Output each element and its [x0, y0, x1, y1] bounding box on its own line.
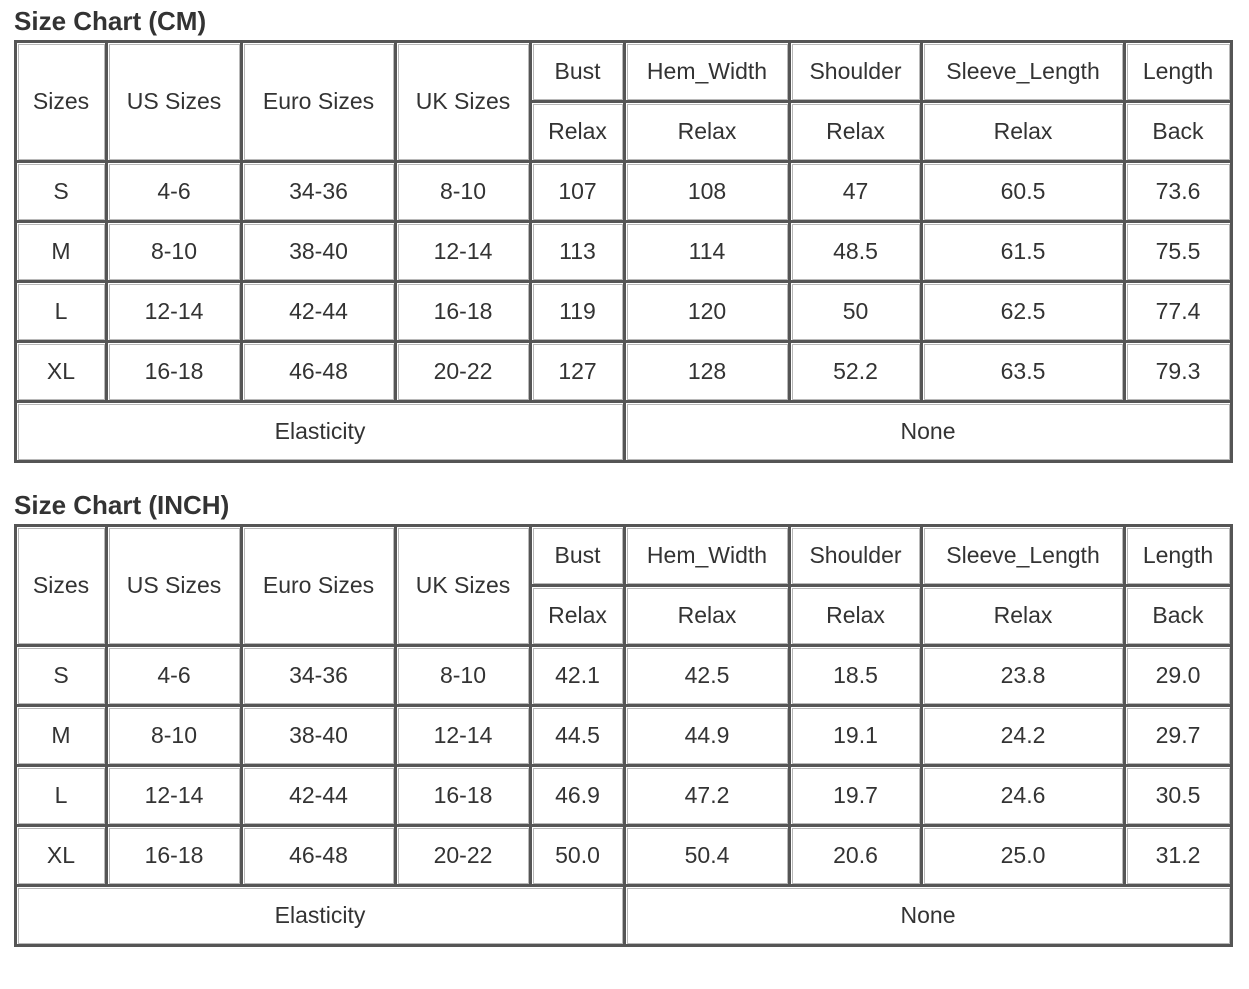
header-bust: Bust [531, 42, 625, 102]
cell-euro-size: 34-36 [242, 646, 396, 706]
cell-bust: 127 [531, 342, 625, 402]
header-hem-width: Hem_Width [625, 526, 790, 586]
cell-sleeve-length: 63.5 [922, 342, 1125, 402]
cell-size: S [16, 646, 107, 706]
header-row [16, 42, 1232, 102]
header-us-sizes: US Sizes [107, 42, 242, 162]
cell-uk-size: 12-14 [396, 706, 531, 766]
cell-bust: 119 [531, 282, 625, 342]
cell-uk-size: 20-22 [396, 826, 531, 886]
cell-length: 79.3 [1125, 342, 1232, 402]
subheader-length: Back [1125, 102, 1232, 162]
cell-uk-size: 16-18 [396, 766, 531, 826]
cell-uk-size: 20-22 [396, 342, 531, 402]
cell-hem-width: 47.2 [625, 766, 790, 826]
cell-euro-size: 34-36 [242, 162, 396, 222]
cell-sleeve-length: 24.2 [922, 706, 1125, 766]
subheader-bust: Relax [531, 102, 625, 162]
cell-euro-size: 42-44 [242, 282, 396, 342]
elasticity-label: Elasticity [16, 886, 625, 946]
cell-us-size: 16-18 [107, 826, 242, 886]
cell-hem-width: 128 [625, 342, 790, 402]
subheader-shoulder: Relax [790, 586, 922, 646]
footer-row [16, 402, 1232, 462]
cell-shoulder: 50 [790, 282, 922, 342]
elasticity-value: None [625, 402, 1232, 462]
size-chart-cm-title: Size Chart (CM) [14, 6, 207, 36]
cell-euro-size: 38-40 [242, 706, 396, 766]
cell-size: M [16, 706, 107, 766]
cell-length: 73.6 [1125, 162, 1232, 222]
cell-euro-size: 42-44 [242, 766, 396, 826]
subheader-hem-width: Relax [625, 586, 790, 646]
header-sizes: Sizes [16, 526, 107, 646]
header-hem-width: Hem_Width [625, 42, 790, 102]
cell-size: XL [16, 342, 107, 402]
cell-us-size: 4-6 [107, 162, 242, 222]
size-chart-inch-title: Size Chart (INCH) [14, 490, 230, 520]
cell-bust: 107 [531, 162, 625, 222]
subheader-shoulder: Relax [790, 102, 922, 162]
header-uk-sizes: UK Sizes [396, 42, 531, 162]
header-euro-sizes: Euro Sizes [242, 42, 396, 162]
subheader-hem-width: Relax [625, 102, 790, 162]
cell-bust: 50.0 [531, 826, 625, 886]
cell-size: L [16, 282, 107, 342]
cell-size: S [16, 162, 107, 222]
cell-sleeve-length: 25.0 [922, 826, 1125, 886]
cell-us-size: 16-18 [107, 342, 242, 402]
cell-length: 29.7 [1125, 706, 1232, 766]
cell-length: 77.4 [1125, 282, 1232, 342]
table-row [16, 222, 1232, 282]
header-shoulder: Shoulder [790, 526, 922, 586]
cell-euro-size: 46-48 [242, 826, 396, 886]
cell-uk-size: 8-10 [396, 646, 531, 706]
cell-shoulder: 19.1 [790, 706, 922, 766]
cell-sleeve-length: 61.5 [922, 222, 1125, 282]
cell-uk-size: 12-14 [396, 222, 531, 282]
cell-shoulder: 47 [790, 162, 922, 222]
cell-shoulder: 48.5 [790, 222, 922, 282]
subheader-sleeve-length: Relax [922, 102, 1125, 162]
cell-euro-size: 46-48 [242, 342, 396, 402]
table-row [16, 646, 1232, 706]
cell-shoulder: 52.2 [790, 342, 922, 402]
cell-us-size: 12-14 [107, 766, 242, 826]
cell-sleeve-length: 62.5 [922, 282, 1125, 342]
cell-us-size: 4-6 [107, 646, 242, 706]
elasticity-label: Elasticity [16, 402, 625, 462]
cell-hem-width: 44.9 [625, 706, 790, 766]
footer-row [16, 886, 1232, 946]
header-sleeve-length: Sleeve_Length [922, 526, 1125, 586]
cell-shoulder: 19.7 [790, 766, 922, 826]
cell-bust: 42.1 [531, 646, 625, 706]
cell-bust: 44.5 [531, 706, 625, 766]
cell-sleeve-length: 60.5 [922, 162, 1125, 222]
cell-hem-width: 42.5 [625, 646, 790, 706]
cell-us-size: 8-10 [107, 222, 242, 282]
table-row [16, 766, 1232, 826]
table-row [16, 162, 1232, 222]
header-uk-sizes: UK Sizes [396, 526, 531, 646]
header-shoulder: Shoulder [790, 42, 922, 102]
header-length: Length [1125, 42, 1232, 102]
cell-uk-size: 8-10 [396, 162, 531, 222]
header-length: Length [1125, 526, 1232, 586]
cell-hem-width: 108 [625, 162, 790, 222]
header-euro-sizes: Euro Sizes [242, 526, 396, 646]
subheader-length: Back [1125, 586, 1232, 646]
table-row [16, 282, 1232, 342]
cell-shoulder: 20.6 [790, 826, 922, 886]
subheader-sleeve-length: Relax [922, 586, 1125, 646]
cell-sleeve-length: 24.6 [922, 766, 1125, 826]
cell-length: 29.0 [1125, 646, 1232, 706]
cell-sleeve-length: 23.8 [922, 646, 1125, 706]
table-row [16, 826, 1232, 886]
cell-length: 30.5 [1125, 766, 1232, 826]
header-sizes: Sizes [16, 42, 107, 162]
header-bust: Bust [531, 526, 625, 586]
cell-size: M [16, 222, 107, 282]
cell-bust: 113 [531, 222, 625, 282]
subheader-bust: Relax [531, 586, 625, 646]
cell-length: 31.2 [1125, 826, 1232, 886]
cell-size: L [16, 766, 107, 826]
cell-euro-size: 38-40 [242, 222, 396, 282]
cell-uk-size: 16-18 [396, 282, 531, 342]
cell-length: 75.5 [1125, 222, 1232, 282]
cell-hem-width: 114 [625, 222, 790, 282]
elasticity-value: None [625, 886, 1232, 946]
size-chart-inch-table [14, 524, 1233, 947]
cell-us-size: 12-14 [107, 282, 242, 342]
cell-bust: 46.9 [531, 766, 625, 826]
cell-hem-width: 120 [625, 282, 790, 342]
header-us-sizes: US Sizes [107, 526, 242, 646]
table-row [16, 342, 1232, 402]
header-row [16, 526, 1232, 586]
cell-size: XL [16, 826, 107, 886]
cell-hem-width: 50.4 [625, 826, 790, 886]
size-chart-cm-table [14, 40, 1233, 463]
cell-shoulder: 18.5 [790, 646, 922, 706]
cell-us-size: 8-10 [107, 706, 242, 766]
table-row [16, 706, 1232, 766]
header-sleeve-length: Sleeve_Length [922, 42, 1125, 102]
